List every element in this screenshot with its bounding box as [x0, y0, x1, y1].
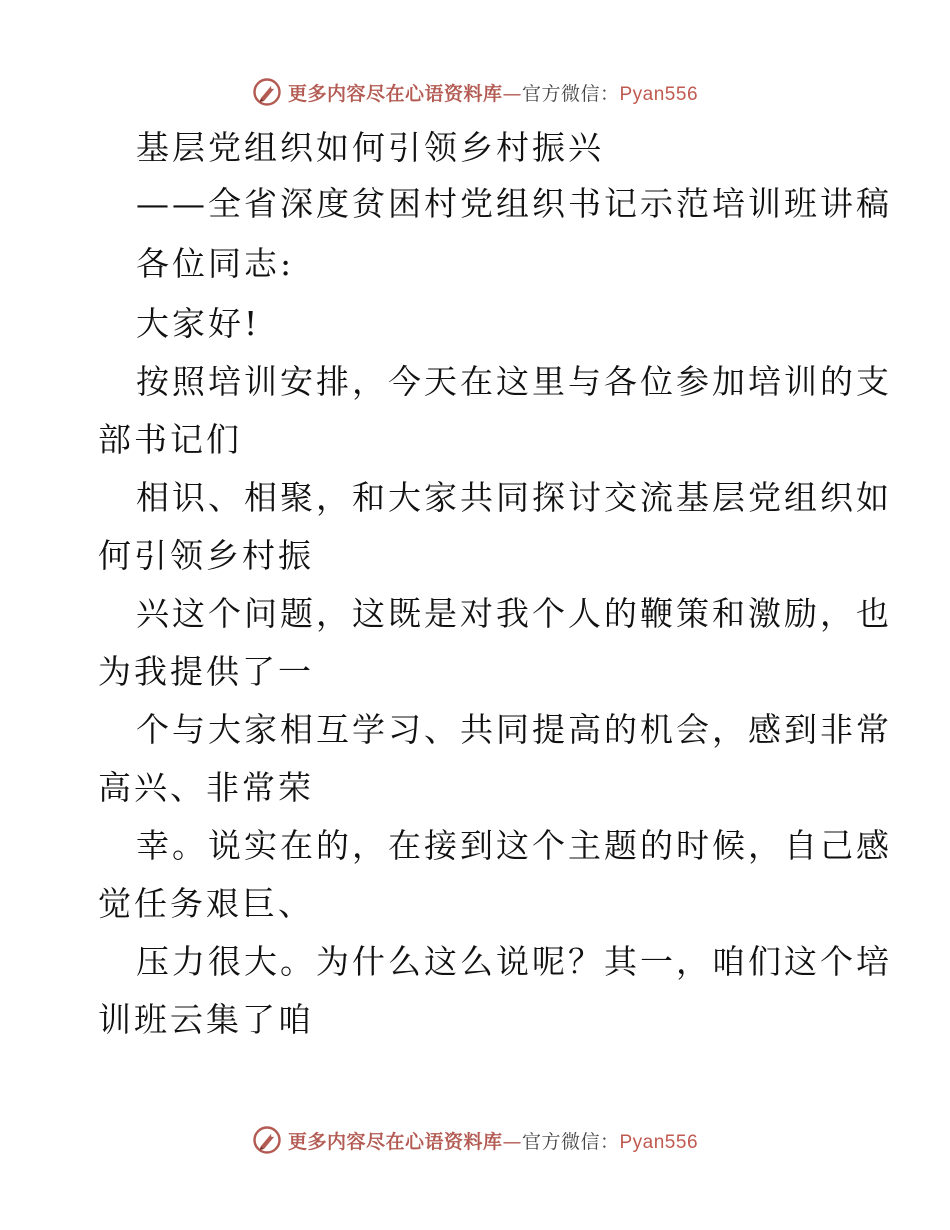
- paragraph-line: 高兴、非常荣: [98, 768, 314, 807]
- paragraph-line: 个与大家相互学习、共同提高的机会，感到非常: [136, 710, 892, 749]
- paragraph-line: 觉任务艰巨、: [98, 884, 314, 923]
- paragraph-line: 幸。说实在的，在接到这个主题的时候，自己感: [136, 826, 892, 865]
- paragraph-line: 相识、相聚，和大家共同探讨交流基层党组织如: [136, 478, 892, 517]
- paragraph-line: 何引领乡村振: [98, 536, 314, 575]
- paragraph-line: 按照培训安排，今天在这里与各位参加培训的支: [136, 362, 892, 401]
- greeting: 大家好!: [136, 304, 261, 343]
- document-subtitle: ——全省深度贫困村党组织书记示范培训班讲稿: [136, 184, 892, 223]
- banner-wechat-label: 官方微信：: [521, 82, 620, 105]
- paragraph-line: 压力很大。为什么这么说呢？其一，咱们这个培: [136, 942, 892, 981]
- banner-wechat-id: Pyan556: [619, 1131, 699, 1153]
- pen-logo-icon: [252, 1125, 282, 1155]
- banner-dash: —: [502, 1130, 522, 1153]
- document-title: 基层党组织如何引领乡村振兴: [136, 128, 604, 167]
- banner-dash: —: [502, 82, 522, 105]
- paragraph-line: 兴这个问题，这既是对我个人的鞭策和激励，也: [136, 594, 892, 633]
- pen-logo-icon: [252, 77, 282, 107]
- paragraph-line: 为我提供了一: [98, 652, 314, 691]
- paragraph-line: 部书记们: [98, 420, 242, 459]
- salutation: 各位同志:: [136, 244, 295, 283]
- banner-wechat-id: Pyan556: [619, 83, 699, 105]
- header-banner: [0, 72, 950, 112]
- paragraph-line: 训班云集了咱: [98, 1000, 314, 1039]
- banner-site-text: 更多内容尽在心语资料库: [287, 82, 503, 105]
- banner-site-text: 更多内容尽在心语资料库: [287, 1130, 503, 1153]
- banner-text: [288, 1127, 698, 1154]
- banner-wechat-label: 官方微信：: [521, 1130, 620, 1153]
- banner-text: [288, 79, 698, 106]
- footer-banner: [0, 1120, 950, 1160]
